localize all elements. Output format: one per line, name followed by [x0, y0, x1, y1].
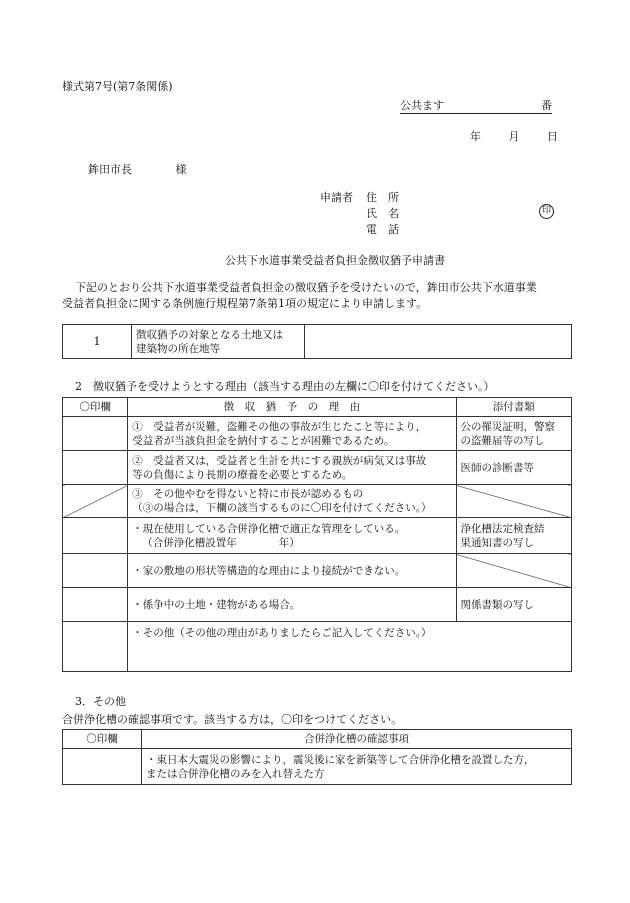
reason-mark-cell-1[interactable]	[63, 417, 128, 451]
reason-text-2-line-1: ② 受益者又は，受益者と生計を共にする親族が病気又は事故	[132, 454, 427, 467]
addressee-honorific: 様	[175, 163, 187, 176]
seal-icon: 印	[539, 204, 554, 219]
reason-text-7-line-1: ・その他（その他の理由がありましたらご記入してください。）	[132, 627, 432, 639]
septic-item-text	[142, 749, 572, 785]
document-number	[400, 97, 552, 114]
reason-col-mark: 〇印欄	[63, 398, 128, 417]
reason-text-2	[128, 451, 456, 485]
septic-item-line-1: ・東日本大震災の影響により，震災後に家を新築等して合併浄化槽を設置した方，	[146, 753, 535, 766]
location-label-line-2: 建築物の所在地等	[136, 342, 220, 355]
reason-mark-cell-6[interactable]	[63, 588, 128, 622]
reason-docs-3-crossed	[456, 485, 571, 518]
reason-text-1-line-2: 受益者が当該負担金を納付することが困難であるため。	[132, 434, 395, 447]
applicant-address-label: 住 所	[366, 191, 399, 204]
intro-line-1: 下記のとおり公共下水道事業受益者負担金の徴収猶予を受けたいので，鉾田市公共下水道事業	[75, 281, 537, 294]
applicant-phone-label: 電 話	[366, 223, 399, 236]
reason-text-1-line-1: ① 受益者が災難，盗難その他の事故が生じたこと等により，	[132, 420, 427, 433]
reason-docs-4-line-1: 浄化槽法定検査結	[460, 522, 545, 535]
reason-table	[62, 397, 572, 672]
location-value-field[interactable]	[305, 325, 572, 359]
reason-text-3	[128, 485, 456, 518]
reason-docs-2-line-1: 医師の診断書等	[460, 461, 535, 474]
applicant-name-label: 氏 名	[366, 207, 399, 220]
form-number: 様式第7号(第7条関係)	[62, 80, 173, 93]
reason-text-3-line-1: ③ その他やむを得ないと特に市長が認めるもの	[132, 488, 364, 500]
septic-mark-cell[interactable]	[63, 749, 142, 785]
section-3-heading: 3．その他	[75, 695, 126, 708]
reason-mark-cell-4[interactable]	[63, 518, 128, 554]
intro-line-2: 受益者負担金に関する条例施行規程第7条第1項の規定により申請します。	[62, 297, 428, 310]
reason-text-4-line-2: （合併浄化槽設置年 年）	[142, 536, 300, 549]
reason-docs-4	[456, 518, 571, 554]
section-2-heading: 2 徴収猶予を受けようとする理由（該当する理由の左欄に〇印を付けてください。）	[75, 380, 495, 393]
reason-mark-cell-2[interactable]	[63, 451, 128, 485]
septic-table	[62, 729, 572, 785]
reason-col-docs: 添付書類	[456, 398, 571, 417]
location-table	[62, 324, 572, 359]
reason-text-5	[128, 554, 456, 588]
septic-col-mark: 〇印欄	[63, 730, 142, 749]
document-number-suffix: 番	[541, 99, 552, 112]
addressee	[88, 161, 187, 177]
location-number: 1	[63, 325, 132, 359]
reason-docs-6-line-1: 関係書類の写し	[460, 598, 535, 611]
document-number-prefix: 公共ます	[400, 99, 444, 112]
reason-docs-6	[456, 588, 571, 622]
date-day: 日	[547, 130, 558, 143]
location-label	[132, 325, 305, 359]
septic-item-line-2: または合併浄化槽のみを入れ替えた方	[146, 767, 325, 780]
reason-docs-4-line-2: 果通知書の写し	[460, 536, 535, 549]
reason-docs-1	[456, 417, 571, 451]
reason-mark-cell-3-crossed	[63, 485, 128, 518]
reason-text-3-line-2: （③の場合は，下欄の該当するものに〇印を付けてください。）	[132, 502, 432, 514]
reason-text-6-line-1: ・係争中の土地・建物がある場合。	[132, 598, 301, 611]
reason-text-1	[128, 417, 456, 451]
reason-text-5-line-1: ・家の敷地の形状等構造的な理由により接続ができない。	[132, 564, 406, 577]
date-year: 年	[470, 130, 481, 143]
reason-docs-2	[456, 451, 571, 485]
addressee-name: 鉾田市長	[88, 163, 132, 176]
reason-text-4-line-1: ・現在使用している合併浄化槽で適正な管理をしている。	[132, 522, 406, 535]
reason-docs-1-line-2: の盗難届等の写し	[460, 434, 545, 447]
reason-mark-cell-7[interactable]	[63, 622, 128, 672]
section-3-subheading: 合併浄化槽の確認事項です。該当する方は，〇印をつけてください。	[62, 713, 403, 726]
document-title: 公共下水道事業受益者負担金徴収猶予申請書	[225, 254, 445, 267]
reason-mark-cell-5[interactable]	[63, 554, 128, 588]
reason-text-6	[128, 588, 456, 622]
date-line	[470, 128, 558, 144]
reason-text-2-line-2: 等の負傷により長期の療養を必要とするため。	[132, 468, 353, 481]
location-label-line-1: 徴収猶予の対象となる土地又は	[136, 328, 283, 341]
reason-col-reason: 徴 収 猶 予 の 理 由	[128, 398, 456, 417]
reason-docs-1-line-1: 公の罹災証明，警察	[460, 420, 556, 433]
septic-col-item: 合併浄化槽の確認事項	[142, 730, 572, 749]
reason-docs-5-crossed	[456, 554, 571, 588]
date-month: 月	[508, 130, 520, 143]
applicant-label: 申請者	[320, 191, 353, 204]
reason-text-4	[128, 518, 456, 554]
reason-text-7[interactable]	[128, 622, 572, 672]
